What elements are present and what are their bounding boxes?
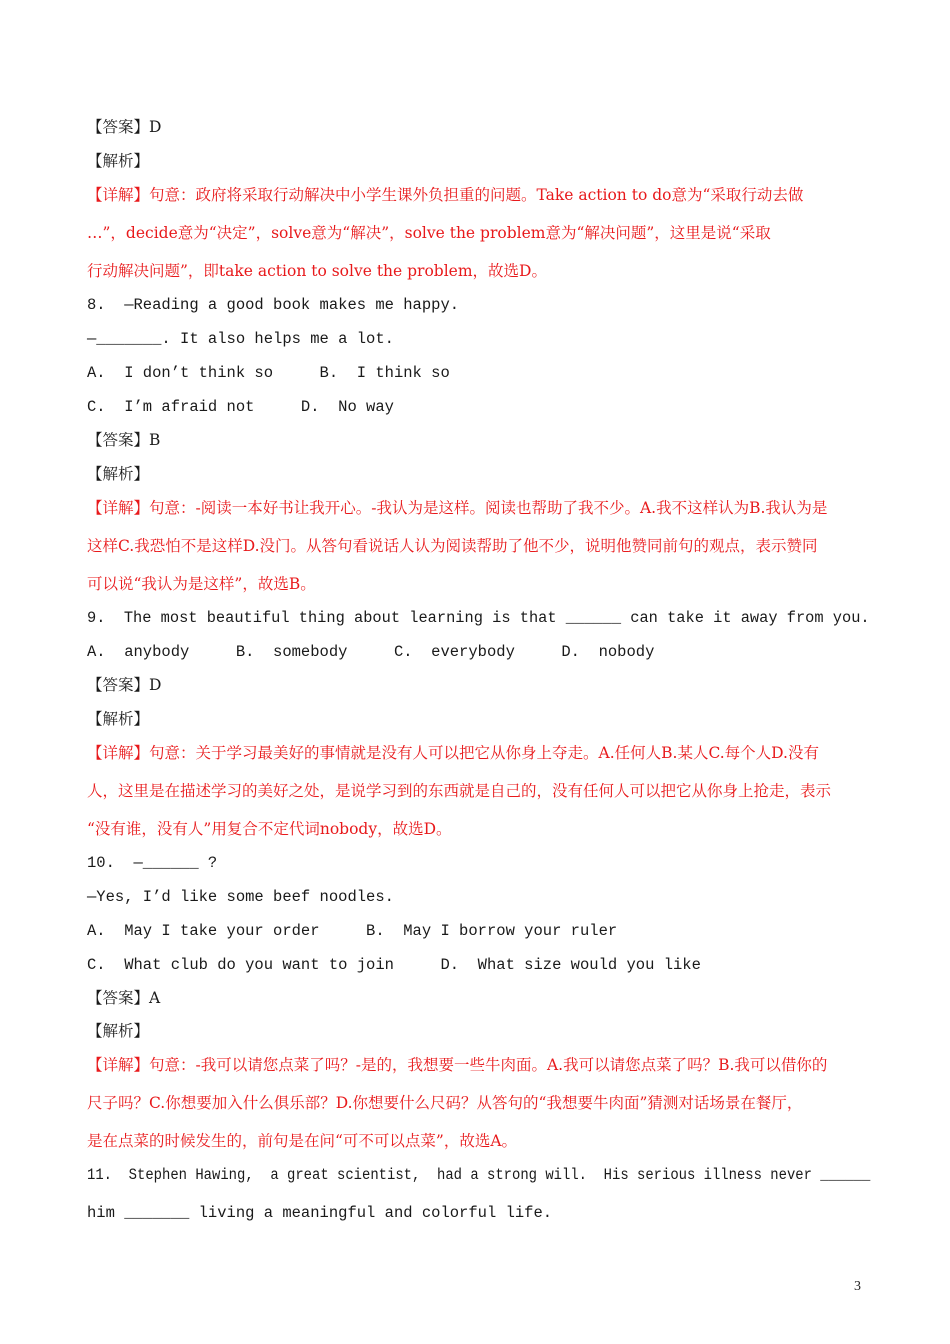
q10-options-row-2: C. What club do you want to join D. What size would you like [87, 956, 701, 974]
q11-stem-line-1: 11. Stephen Hawing, a great scientist, had a strong will. His serious illness never ______ [87, 1166, 871, 1184]
q10-detail-line-3: 是在点菜的时候发生的，前句是在问“可不可以点菜”，故选A。 [87, 1132, 518, 1150]
q10-analysis-heading: 【解析】 [87, 1022, 150, 1040]
q9-analysis-heading: 【解析】 [87, 710, 150, 728]
q9-options: A. anybody B. somebody C. everybody D. nobody [87, 643, 655, 661]
q7-detail-line-2: …”，decide意为“决定”，solve意为“解决”，solve the problem意为“解决问题”，这里是说“采取 [87, 224, 771, 242]
q8-detail-line-3: 可以说“我认为是这样”，故选B。 [87, 575, 316, 593]
q9-answer: 【答案】D [87, 676, 162, 694]
q9-stem: 9. The most beautiful thing about learning is that ______ can take it away from you. [87, 609, 870, 627]
q8-analysis-heading: 【解析】 [87, 465, 150, 483]
q10-detail-line-1: 【详解】句意：-我可以请您点菜了吗？-是的，我想要一些牛肉面。A.我可以请您点菜了吗？B.我可以借你的 [87, 1056, 828, 1074]
q10-detail-line-2: 尺子吗？C.你想要加入什么俱乐部？D.你想要什么尺码？从答句的“我想要牛肉面”猜测对话场景在餐厅， [87, 1094, 803, 1112]
q8-stem: 8. —Reading a good book makes me happy. [87, 296, 460, 314]
page-number: 3 [854, 1279, 861, 1294]
q9-detail-line-2: 人，这里是在描述学习的美好之处，是说学习到的东西就是自己的，没有任何人可以把它从你身上抢走，表示 [87, 782, 832, 800]
q10-stem: 10. —______ ? [87, 854, 218, 872]
q8-options-row-2: C. I’m afraid not D. No way [87, 398, 394, 416]
q10-options-row-1: A. May I take your order B. May I borrow your ruler [87, 922, 618, 940]
q10-reply: —Yes, I’d like some beef noodles. [87, 888, 394, 906]
q10-answer: 【答案】A [87, 989, 161, 1007]
q11-stem-line-2: him _______ living a meaningful and colorful life. [87, 1204, 553, 1222]
q8-reply: —_______. It also helps me a lot. [87, 330, 394, 348]
q8-options-row-1: A. I don’t think so B. I think so [87, 364, 450, 382]
q7-detail-line-3: 行动解决问题”，即take action to solve the problem，故选D。 [87, 262, 547, 280]
q8-detail-line-2: 这样C.我恐怕不是这样D.没门。从答句看说话人认为阅读帮助了他不少，说明他赞同前句的观点，表示赞同 [87, 537, 818, 555]
q7-answer: 【答案】D [87, 118, 162, 136]
q7-analysis-heading: 【解析】 [87, 152, 150, 170]
q8-detail-line-1: 【详解】句意：-阅读一本好书让我开心。-我认为是这样。阅读也帮助了我不少。A.我不这样认为B.我认为是 [87, 499, 828, 517]
q9-detail-line-1: 【详解】句意：关于学习最美好的事情就是没有人可以把它从你身上夺走。A.任何人B.某人C.每个人D.没有 [87, 744, 819, 762]
q9-detail-line-3: “没有谁，没有人”用复合不定代词nobody，故选D。 [87, 820, 452, 838]
q8-answer: 【答案】B [87, 431, 161, 449]
q7-detail-line-1: 【详解】句意：政府将采取行动解决中小学生课外负担重的问题。Take action to do意为“采取行动去做 [87, 186, 804, 204]
